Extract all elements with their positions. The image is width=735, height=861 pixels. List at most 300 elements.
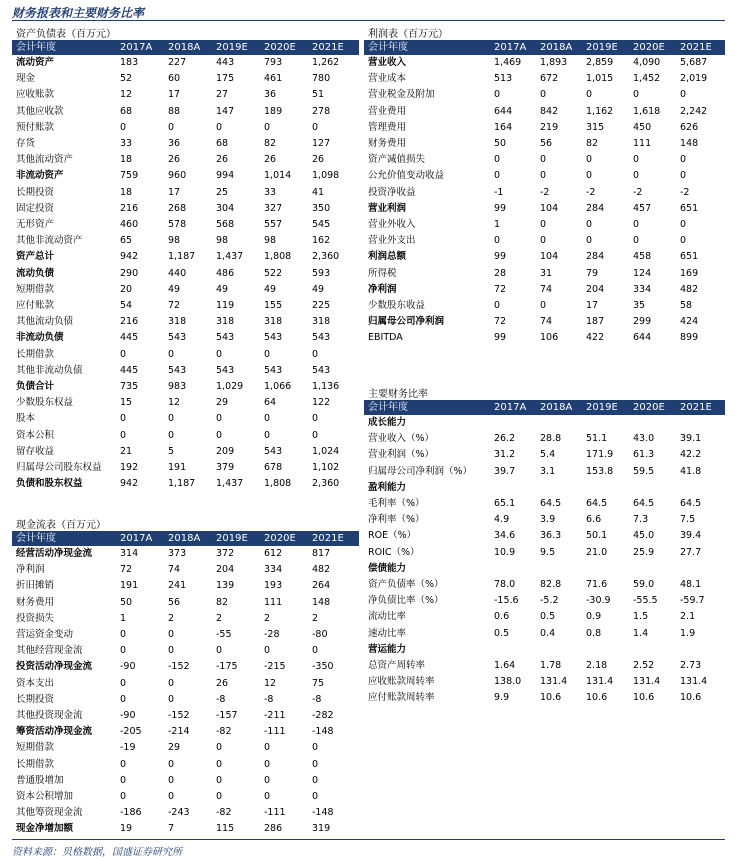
table-header-row <box>364 400 725 415</box>
cell-value: 189 <box>264 105 283 117</box>
table-row <box>12 578 359 594</box>
cell-value: 1,024 <box>312 445 340 457</box>
table-row <box>12 627 359 643</box>
cell-value: 672 <box>540 73 559 85</box>
table-header-row <box>364 40 725 55</box>
cell-value: 1,808 <box>264 478 292 490</box>
row-label: 长期投资 <box>16 186 55 198</box>
cell-value: 522 <box>264 267 283 279</box>
cell-value: 9.9 <box>494 692 510 704</box>
cell-value: 2 <box>264 612 271 624</box>
cell-value: 264 <box>312 580 331 592</box>
cell-value: 7.5 <box>680 514 696 526</box>
cell-value: 0 <box>633 89 640 101</box>
table-row <box>12 233 359 249</box>
cell-value: 0 <box>540 89 547 101</box>
cell-value: 131.4 <box>586 676 614 688</box>
cell-value: 50.1 <box>586 530 608 542</box>
row-label: 存货 <box>16 138 36 150</box>
cell-value: 0 <box>120 629 127 641</box>
cell-value: 0 <box>264 429 271 441</box>
cell-value: 842 <box>540 105 559 117</box>
cell-value: 162 <box>312 235 331 247</box>
cell-value: 759 <box>120 170 139 182</box>
cell-value: -8 <box>264 693 274 705</box>
cell-value: 171.9 <box>586 449 614 461</box>
cell-value: 17 <box>168 89 181 101</box>
row-label: 少数股东权益 <box>16 397 74 409</box>
cell-value: 26 <box>264 154 277 166</box>
table-row <box>12 411 359 427</box>
cell-value: 106 <box>540 332 559 344</box>
cell-value: 1,187 <box>168 478 196 490</box>
footer-divider <box>12 839 725 840</box>
cell-value: 1,136 <box>312 381 340 393</box>
cell-value <box>678 415 725 431</box>
cell-value: 59.0 <box>633 579 655 591</box>
cell-value: 319 <box>312 823 331 835</box>
table-row <box>364 674 725 690</box>
cell-value: 0 <box>168 629 175 641</box>
cell-value: 2.52 <box>633 660 655 672</box>
cell-value: -90 <box>120 661 136 673</box>
cell-value: 64.5 <box>586 498 608 510</box>
row-label: 归属母公司净利润 <box>368 316 445 328</box>
header-year: 2018A <box>166 531 214 546</box>
cell-value: 45.0 <box>633 530 655 542</box>
cell-value: 39.7 <box>494 465 516 477</box>
cell-value: 0 <box>633 235 640 247</box>
cell-value: 1,437 <box>216 251 244 263</box>
table-row <box>364 55 725 71</box>
cell-value: 373 <box>168 548 187 559</box>
row-label: 少数股东收益 <box>368 300 426 312</box>
cell-value: 0 <box>680 235 687 247</box>
cell-value: 422 <box>586 332 605 344</box>
row-label: 流动资产 <box>16 57 55 68</box>
cell-value: -152 <box>168 710 190 722</box>
cell-value: 315 <box>586 121 605 133</box>
cell-value: 1,452 <box>633 73 661 85</box>
cell-value: 39.1 <box>680 433 702 445</box>
header-year: 2017A <box>118 531 166 546</box>
row-label: 资本公积 <box>16 429 55 441</box>
section-row <box>364 561 725 577</box>
cell-value: 284 <box>586 251 605 263</box>
cell-value: 175 <box>216 73 235 85</box>
cell-value: 268 <box>168 202 187 214</box>
row-label: 总资产周转率 <box>368 660 426 672</box>
cell-value: 0 <box>120 429 127 441</box>
table-row <box>364 249 725 265</box>
cell-value: 0 <box>586 170 593 182</box>
cell-value: 817 <box>312 548 331 559</box>
cell-value: 0 <box>120 121 127 133</box>
cell-value: 64 <box>264 397 277 409</box>
cell-value: 0 <box>264 758 271 770</box>
cell-value: 0 <box>494 89 501 101</box>
cell-value: 793 <box>264 57 283 68</box>
cell-value: 445 <box>120 332 139 344</box>
cell-value: 457 <box>633 202 652 214</box>
cell-value: 50 <box>120 596 133 608</box>
table-row <box>12 185 359 201</box>
source-note: 资料来源：贝格数据，国盛证券研究所 <box>12 847 182 858</box>
cell-value: 36 <box>264 89 277 101</box>
table-row <box>364 431 725 447</box>
table-row <box>364 104 725 120</box>
cell-value: 2.18 <box>586 660 608 672</box>
cell-value: 0 <box>120 758 127 770</box>
cell-value: 155 <box>264 300 283 312</box>
cell-value: 25 <box>216 186 229 198</box>
cell-value: 2.73 <box>680 660 702 672</box>
cell-value: 678 <box>264 462 283 474</box>
table-row <box>364 658 725 674</box>
table-row <box>364 71 725 87</box>
table-row <box>364 168 725 184</box>
cell-value: 443 <box>216 57 235 68</box>
table-row <box>12 460 359 476</box>
table-header-row <box>12 40 359 55</box>
cell-value: -2 <box>586 186 596 198</box>
cell-value: 68 <box>216 138 229 150</box>
cell-value: 543 <box>312 364 331 376</box>
table-row <box>12 217 359 233</box>
cell-value: 54 <box>120 300 133 312</box>
table-row <box>12 546 359 562</box>
cell-value: 41 <box>312 186 325 198</box>
cell-value: 424 <box>680 316 699 328</box>
cell-value: 1,262 <box>312 57 340 68</box>
cell-value: 1,162 <box>586 105 614 117</box>
table-row <box>12 87 359 103</box>
table-row <box>12 659 359 675</box>
cell-value: 0 <box>168 791 175 803</box>
table-row <box>12 330 359 346</box>
row-label: 应付账款 <box>16 300 55 312</box>
cell-value: 3.1 <box>540 465 556 477</box>
cell-value: 543 <box>216 364 235 376</box>
cell-value: 318 <box>168 316 187 328</box>
row-label: ROIC（%） <box>368 546 420 558</box>
cell-value: 191 <box>120 580 139 592</box>
row-label: 其他应收款 <box>16 105 64 117</box>
table-row <box>12 789 359 805</box>
cell-value: 1.9 <box>680 627 696 639</box>
cell-value: 169 <box>680 267 699 279</box>
cell-value: 50 <box>494 138 507 150</box>
cell-value: 61.3 <box>633 449 655 461</box>
table-row <box>364 609 725 625</box>
row-label: 经营活动净现金流 <box>16 548 93 559</box>
row-label: 资产负债率（%） <box>368 579 444 591</box>
cell-value: 1 <box>494 219 501 231</box>
cell-value: 0 <box>264 774 271 786</box>
cell-value: 164 <box>494 121 513 133</box>
row-label: 非流动资产 <box>16 170 64 182</box>
cell-value: 26 <box>168 154 181 166</box>
cell-value: 148 <box>680 138 699 150</box>
table-row <box>364 577 725 593</box>
cell-value: 119 <box>216 300 235 312</box>
cell-value: 36.3 <box>540 530 562 542</box>
cell-value: 131.4 <box>680 676 708 688</box>
section-label: 偿债能力 <box>368 562 407 574</box>
cell-value: 458 <box>633 251 652 263</box>
table-row <box>12 363 359 379</box>
table-row <box>12 395 359 411</box>
row-label: 短期借款 <box>16 742 55 754</box>
cell-value: 0 <box>216 429 223 441</box>
cell-value: 372 <box>216 548 235 559</box>
cell-value: -282 <box>312 710 334 722</box>
cell-value: 334 <box>633 283 652 295</box>
cell-value <box>538 480 584 496</box>
row-label: 毛利率（%） <box>368 498 425 510</box>
cell-value: 304 <box>216 202 235 214</box>
cell-value: -111 <box>264 807 286 819</box>
table-row <box>364 87 725 103</box>
cell-value: 0 <box>168 645 175 657</box>
cell-value <box>584 415 631 431</box>
row-label: 其他非流动资产 <box>16 235 83 247</box>
cash-flow-title: 现金流表（百万元） <box>16 520 106 531</box>
cell-value: 1,029 <box>216 381 244 393</box>
cell-value: 0 <box>312 645 319 657</box>
cell-value: 49 <box>312 283 325 295</box>
row-label: 流动比率 <box>368 611 407 623</box>
table-row <box>364 512 725 528</box>
cell-value: 9.5 <box>540 546 556 558</box>
cell-value: 0 <box>216 348 223 360</box>
cell-value: 41.8 <box>680 465 702 477</box>
cell-value: 193 <box>264 580 283 592</box>
cell-value: 994 <box>216 170 235 182</box>
cell-value: 49 <box>168 283 181 295</box>
balance-sheet-table <box>12 40 359 492</box>
section-row <box>364 480 725 496</box>
cell-value: -82 <box>216 807 232 819</box>
cell-value: 450 <box>633 121 652 133</box>
cell-value: 612 <box>264 548 283 559</box>
cell-value <box>584 561 631 577</box>
table-row <box>364 233 725 249</box>
table-row <box>12 379 359 395</box>
cell-value: 0 <box>168 758 175 770</box>
cell-value: 379 <box>216 462 235 474</box>
cell-value: 0 <box>216 791 223 803</box>
row-label: 营业利润 <box>368 202 407 214</box>
table-row <box>12 314 359 330</box>
row-label: 营业外收入 <box>368 219 416 231</box>
cell-value: 543 <box>264 445 283 457</box>
cell-value: -148 <box>312 726 334 738</box>
table-row <box>364 152 725 168</box>
header-year: 2021E <box>310 40 359 55</box>
row-label: 无形资产 <box>16 219 55 231</box>
row-label: 资本支出 <box>16 677 55 689</box>
cell-value: -215 <box>264 661 286 673</box>
cell-value: 0 <box>540 154 547 166</box>
cell-value: 0 <box>264 742 271 754</box>
cell-value: 26 <box>312 154 325 166</box>
cell-value: 461 <box>264 73 283 85</box>
cell-value: 111 <box>264 596 283 608</box>
row-label: 负债和股东权益 <box>16 478 83 490</box>
header-year: 2021E <box>678 400 725 415</box>
table-row <box>12 773 359 789</box>
cell-value: 1 <box>120 612 127 624</box>
cell-value: 10.6 <box>586 692 608 704</box>
row-label: 其他经营现金流 <box>16 645 83 657</box>
cell-value <box>538 415 584 431</box>
table-row <box>12 428 359 444</box>
cell-value: 568 <box>216 219 235 231</box>
cell-value: 0 <box>120 677 127 689</box>
row-label: 资产减值损失 <box>368 154 426 166</box>
cell-value: 314 <box>120 548 139 559</box>
cell-value <box>492 480 538 496</box>
cell-value: 0 <box>680 219 687 231</box>
table-row <box>12 136 359 152</box>
cell-value: 0 <box>494 300 501 312</box>
cell-value: 1,014 <box>264 170 292 182</box>
cell-value: -8 <box>312 693 322 705</box>
row-label: 普通股增加 <box>16 774 64 786</box>
section-label: 盈利能力 <box>368 481 407 493</box>
row-label: 营业收入（%） <box>368 433 435 445</box>
cell-value: 42.2 <box>680 449 702 461</box>
cell-value: 88 <box>168 105 181 117</box>
cell-value: 27 <box>216 89 229 101</box>
cell-value: -80 <box>312 629 328 641</box>
cell-value: 10.6 <box>540 692 562 704</box>
table-row <box>12 266 359 282</box>
cell-value: 74 <box>540 316 553 328</box>
row-label: 营业外支出 <box>368 235 416 247</box>
header-year: 2019E <box>584 40 631 55</box>
cell-value: 1,808 <box>264 251 292 263</box>
row-label: 预付账款 <box>16 121 55 133</box>
cell-value: 278 <box>312 105 331 117</box>
cell-value: 79 <box>586 267 599 279</box>
cell-value: 0 <box>680 170 687 182</box>
table-row <box>12 595 359 611</box>
table-row <box>12 476 359 492</box>
cell-value: 20 <box>120 283 133 295</box>
cell-value: 216 <box>120 316 139 328</box>
cell-value: 0 <box>216 774 223 786</box>
cell-value: 334 <box>264 564 283 576</box>
cell-value <box>678 561 725 577</box>
table-row <box>364 464 725 480</box>
cell-value: 545 <box>312 219 331 231</box>
cell-value: 26 <box>216 154 229 166</box>
cell-value: 2,859 <box>586 57 614 68</box>
cell-value: 5 <box>168 445 175 457</box>
cell-value: 153.8 <box>586 465 614 477</box>
cell-value: 626 <box>680 121 699 133</box>
cell-value: 942 <box>120 478 139 490</box>
cell-value: 445 <box>120 364 139 376</box>
cell-value: 99 <box>494 332 507 344</box>
cell-value: 0.8 <box>586 627 602 639</box>
cell-value: 0 <box>216 413 223 425</box>
header-year: 2019E <box>214 40 262 55</box>
cell-value: 34.6 <box>494 530 516 542</box>
cell-value: 64.5 <box>680 498 702 510</box>
cell-value: 0 <box>168 429 175 441</box>
cell-value: 0 <box>312 121 319 133</box>
cell-value: -28 <box>264 629 280 641</box>
cell-value: -5.2 <box>540 595 559 607</box>
row-label: 应付账款周转率 <box>368 692 435 704</box>
row-label: 财务费用 <box>16 596 55 608</box>
title-divider <box>12 20 725 21</box>
cell-value: -82 <box>216 726 232 738</box>
cell-value: 1,187 <box>168 251 196 263</box>
row-label: 短期借款 <box>16 283 55 295</box>
cell-value: 0 <box>216 742 223 754</box>
table-row <box>12 201 359 217</box>
cell-value: 543 <box>168 332 187 344</box>
table-row <box>12 347 359 363</box>
table-row <box>12 805 359 821</box>
table-row <box>364 217 725 233</box>
cell-value: 0.5 <box>494 627 510 639</box>
cell-value: 6.6 <box>586 514 602 526</box>
cell-value: 131.4 <box>633 676 661 688</box>
balance-sheet-title: 资产负债表（百万元） <box>16 29 116 40</box>
cell-value: 0 <box>120 413 127 425</box>
row-label: 速动比率 <box>368 627 407 639</box>
row-label: 所得税 <box>368 267 397 279</box>
header-year: 2020E <box>631 40 678 55</box>
cell-value: -214 <box>168 726 190 738</box>
cell-value: 18 <box>120 186 133 198</box>
row-label: 利润总额 <box>368 251 407 263</box>
cell-value: 21.0 <box>586 546 608 558</box>
cell-value: 1.64 <box>494 660 516 672</box>
cell-value: 15 <box>120 397 133 409</box>
cell-value: 98 <box>168 235 181 247</box>
cell-value: 0 <box>264 791 271 803</box>
table-row <box>364 330 725 346</box>
cell-value: 17 <box>168 186 181 198</box>
cell-value: 31.2 <box>494 449 516 461</box>
row-label: 营业收入 <box>368 57 407 68</box>
table-row <box>12 71 359 87</box>
row-label: 净负债比率（%） <box>368 595 444 607</box>
table-row <box>12 692 359 708</box>
cell-value: 204 <box>586 283 605 295</box>
row-label: 长期借款 <box>16 758 55 770</box>
cell-value: 0.6 <box>494 611 510 623</box>
header-year: 2017A <box>492 400 538 415</box>
cell-value: 0 <box>494 235 501 247</box>
table-row <box>364 266 725 282</box>
table-row <box>364 496 725 512</box>
cell-value: 56 <box>540 138 553 150</box>
cell-value: 65.1 <box>494 498 516 510</box>
cell-value: 75 <box>312 677 325 689</box>
cell-value: -148 <box>312 807 334 819</box>
cell-value: 318 <box>264 316 283 328</box>
row-label: 净利率（%） <box>368 514 425 526</box>
cell-value <box>492 642 538 658</box>
cell-value: 284 <box>586 202 605 214</box>
